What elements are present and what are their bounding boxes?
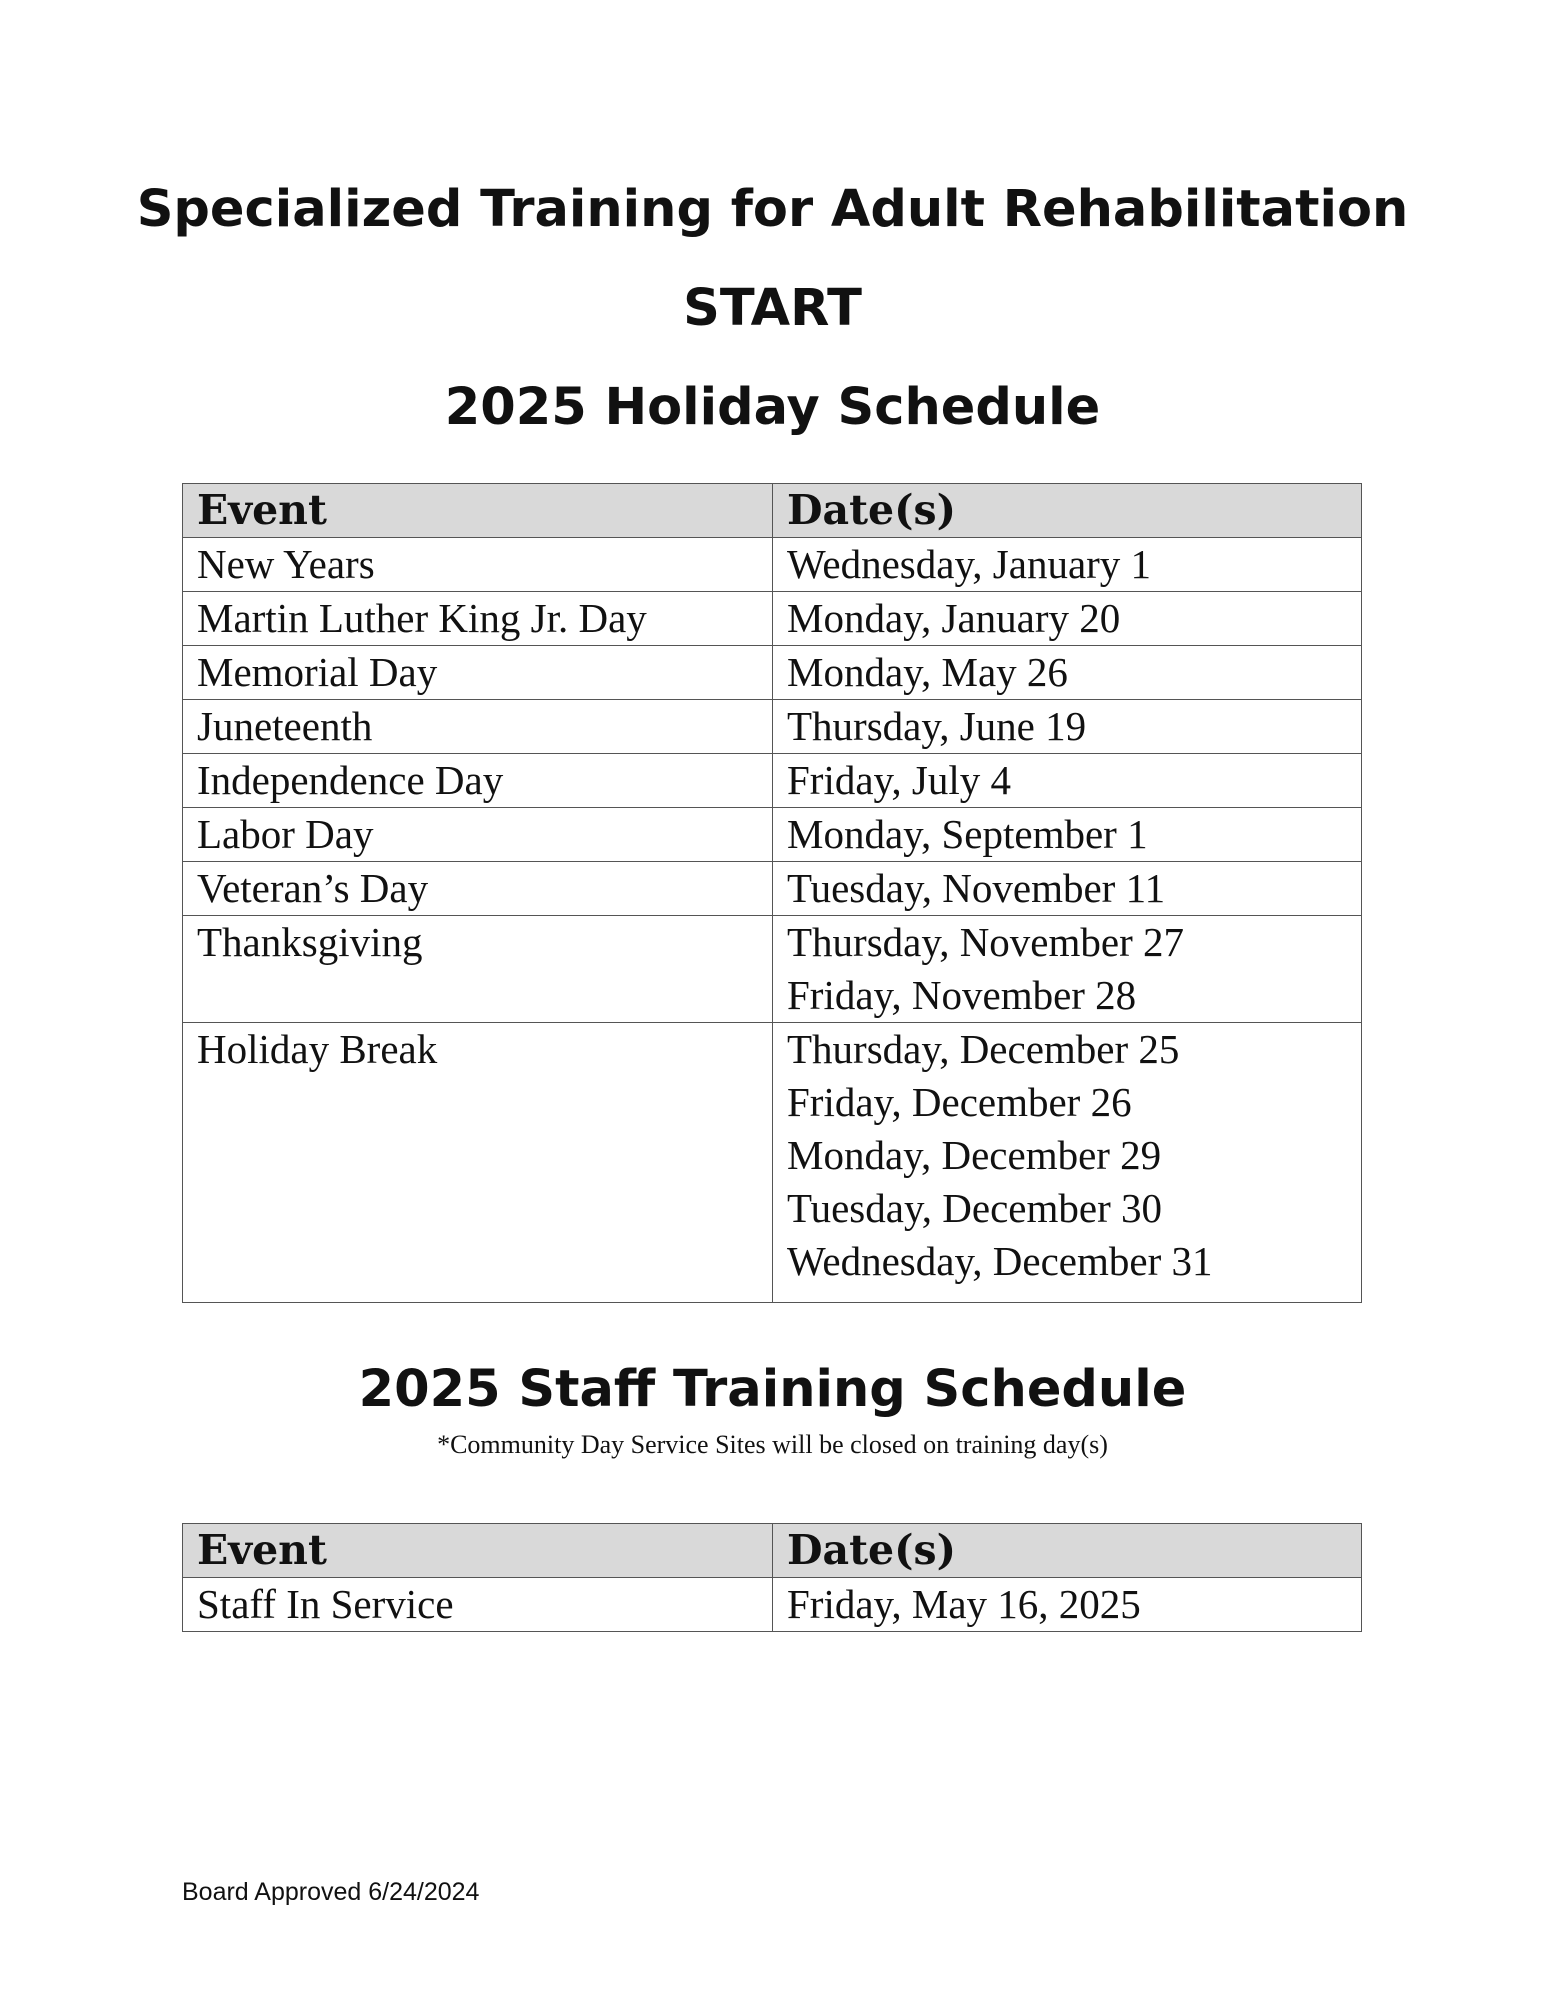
table-row <box>183 862 1362 916</box>
event-cell: Holiday Break <box>183 1023 773 1303</box>
date-cell: Monday, September 1 <box>773 808 1362 862</box>
table-row <box>183 1023 1362 1303</box>
staff-schedule-heading: 2025 Staff Training Schedule <box>358 1360 1187 1419</box>
event-cell: Thanksgiving <box>183 916 773 1023</box>
table-row <box>183 700 1362 754</box>
column-header-dates: Date(s) <box>773 1524 1362 1578</box>
event-cell: Martin Luther King Jr. Day <box>183 592 773 646</box>
table-row <box>183 1578 1362 1632</box>
table-header-row <box>183 484 1362 538</box>
holiday-schedule-heading: 2025 Holiday Schedule <box>444 378 1101 437</box>
event-cell: Memorial Day <box>183 646 773 700</box>
date-line: Monday, December 29 <box>787 1132 1162 1178</box>
table-row <box>183 916 1362 1023</box>
event-cell: Labor Day <box>183 808 773 862</box>
board-approval-footer: Board Approved 6/24/2024 <box>182 1878 480 1906</box>
date-cell: Tuesday, November 11 <box>773 862 1362 916</box>
staff-table <box>182 1523 1362 1632</box>
table-row <box>183 754 1362 808</box>
column-header-event: Event <box>183 1524 773 1578</box>
event-cell: New Years <box>183 538 773 592</box>
column-header-event: Event <box>183 484 773 538</box>
date-cell <box>773 1023 1362 1303</box>
table-row <box>183 646 1362 700</box>
date-cell: Friday, May 16, 2025 <box>773 1578 1362 1632</box>
table-row <box>183 538 1362 592</box>
date-line: Friday, November 28 <box>787 972 1137 1018</box>
date-cell: Monday, January 20 <box>773 592 1362 646</box>
date-cell: Monday, May 26 <box>773 646 1362 700</box>
table-row <box>183 808 1362 862</box>
table-row <box>183 592 1362 646</box>
date-line: Friday, December 26 <box>787 1079 1132 1125</box>
document-subtitle: START <box>683 279 862 338</box>
event-cell: Veteran’s Day <box>183 862 773 916</box>
date-cell <box>773 916 1362 1023</box>
event-cell: Independence Day <box>183 754 773 808</box>
event-cell: Juneteenth <box>183 700 773 754</box>
event-cell: Staff In Service <box>183 1578 773 1632</box>
date-line: Tuesday, December 30 <box>787 1185 1162 1231</box>
date-line: Thursday, November 27 <box>787 919 1184 965</box>
table-header-row <box>183 1524 1362 1578</box>
date-line: Wednesday, December 31 <box>787 1238 1213 1284</box>
document-title: Specialized Training for Adult Rehabilitation <box>136 180 1409 239</box>
closure-note: *Community Day Service Sites will be closed on training day(s) <box>437 1430 1108 1459</box>
holiday-table <box>182 483 1362 1303</box>
date-cell: Wednesday, January 1 <box>773 538 1362 592</box>
date-line: Thursday, December 25 <box>787 1026 1180 1072</box>
column-header-dates: Date(s) <box>773 484 1362 538</box>
date-cell: Thursday, June 19 <box>773 700 1362 754</box>
date-cell: Friday, July 4 <box>773 754 1362 808</box>
